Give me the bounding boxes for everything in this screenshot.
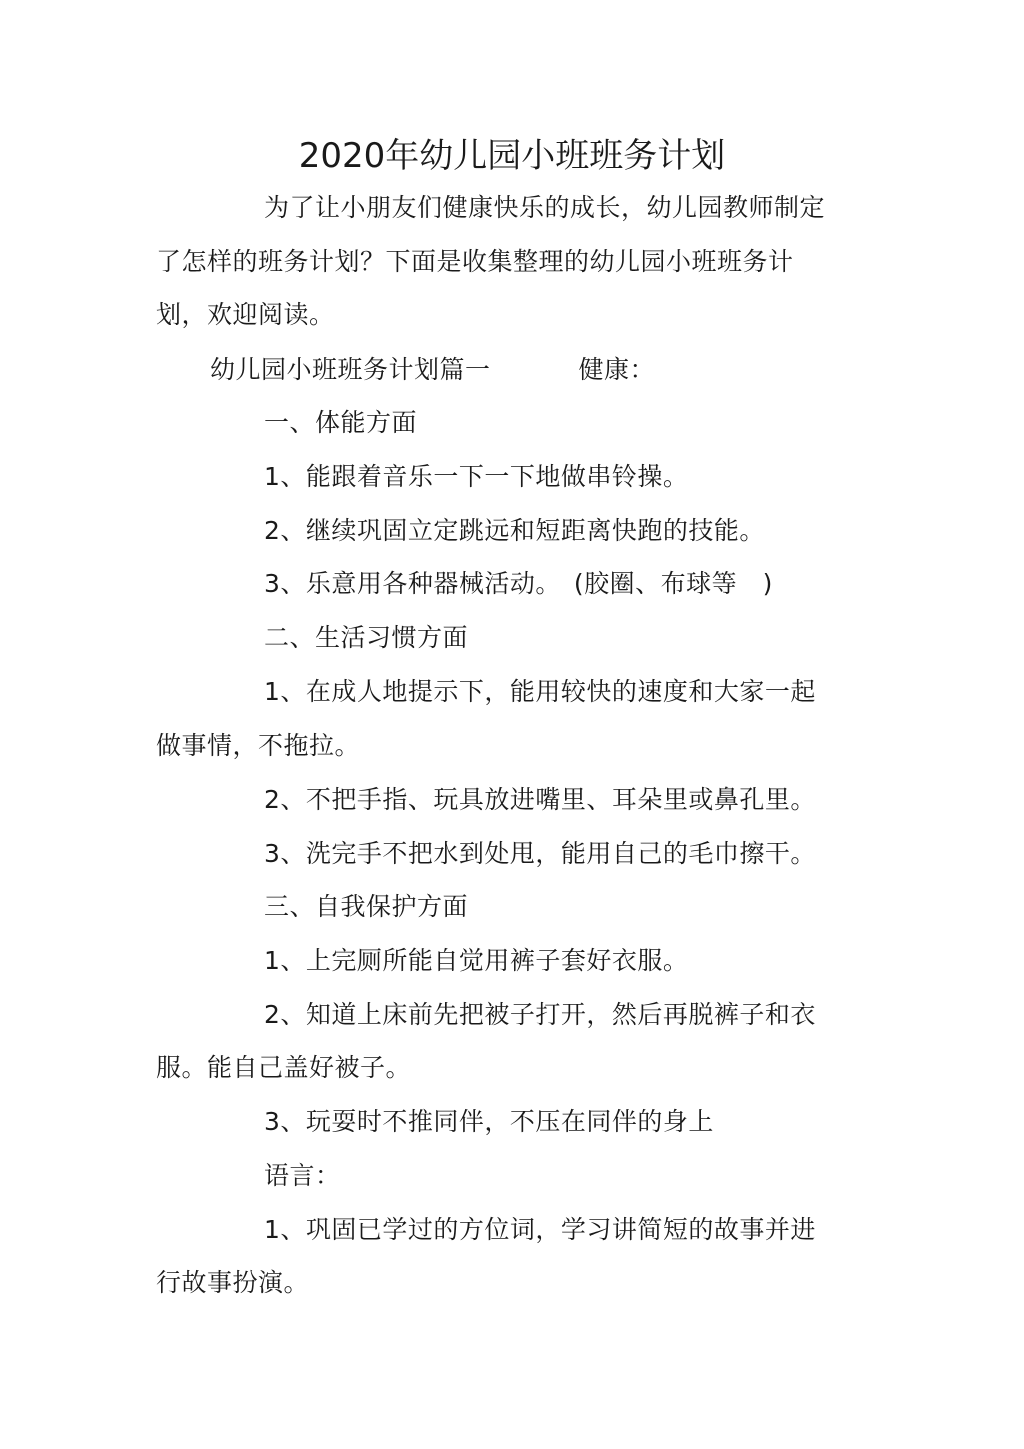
physical-item-3: 3、乐意用各种器械活动。 (胶圈、布球等 ) — [264, 569, 773, 598]
heading-habits: 二、生活习惯方面 — [264, 623, 469, 652]
intro-line-2: 了怎样的班务计划？下面是收集整理的幼儿园小班班务计 — [156, 247, 794, 276]
heading-self-protection: 三、自我保护方面 — [264, 892, 469, 921]
document-title: 2020年幼儿园小班班务计划 — [298, 136, 726, 176]
habits-item-2: 2、不把手指、玩具放进嘴里、耳朵里或鼻孔里。 — [264, 785, 816, 814]
protection-item-2-line-2: 服。能自己盖好被子。 — [156, 1053, 412, 1082]
protection-item-1: 1、上完厕所能自觉用裤子套好衣服。 — [264, 946, 689, 975]
intro-line-3: 划，欢迎阅读。 — [156, 300, 335, 329]
section-heading-topic: 健康： — [578, 355, 656, 384]
intro-line-1: 为了让小朋友们健康快乐的成长，幼儿园教师制定 — [264, 193, 826, 222]
section-heading — [210, 352, 655, 388]
habits-item-1-line-2: 做事情，不拖拉。 — [156, 731, 361, 760]
protection-item-2-line-1: 2、知道上床前先把被子打开，然后再脱裤子和衣 — [264, 1000, 816, 1029]
physical-item-2: 2、继续巩固立定跳远和短距离快跑的技能。 — [264, 516, 765, 545]
protection-item-3: 3、玩耍时不推同伴，不压在同伴的身上 — [264, 1107, 714, 1136]
heading-physical: 一、体能方面 — [264, 408, 418, 437]
language-item-1-line-1: 1、巩固已学过的方位词，学习讲简短的故事并进 — [264, 1215, 816, 1244]
habits-item-1-line-1: 1、在成人地提示下，能用较快的速度和大家一起 — [264, 677, 816, 706]
heading-language: 语言： — [264, 1161, 341, 1190]
section-heading-part: 幼儿园小班班务计划篇一 — [210, 355, 491, 384]
physical-item-1: 1、能跟着音乐一下一下地做串铃操。 — [264, 462, 689, 491]
language-item-1-line-2: 行故事扮演。 — [156, 1268, 310, 1297]
habits-item-3: 3、洗完手不把水到处甩，能用自己的毛巾擦干。 — [264, 839, 816, 868]
